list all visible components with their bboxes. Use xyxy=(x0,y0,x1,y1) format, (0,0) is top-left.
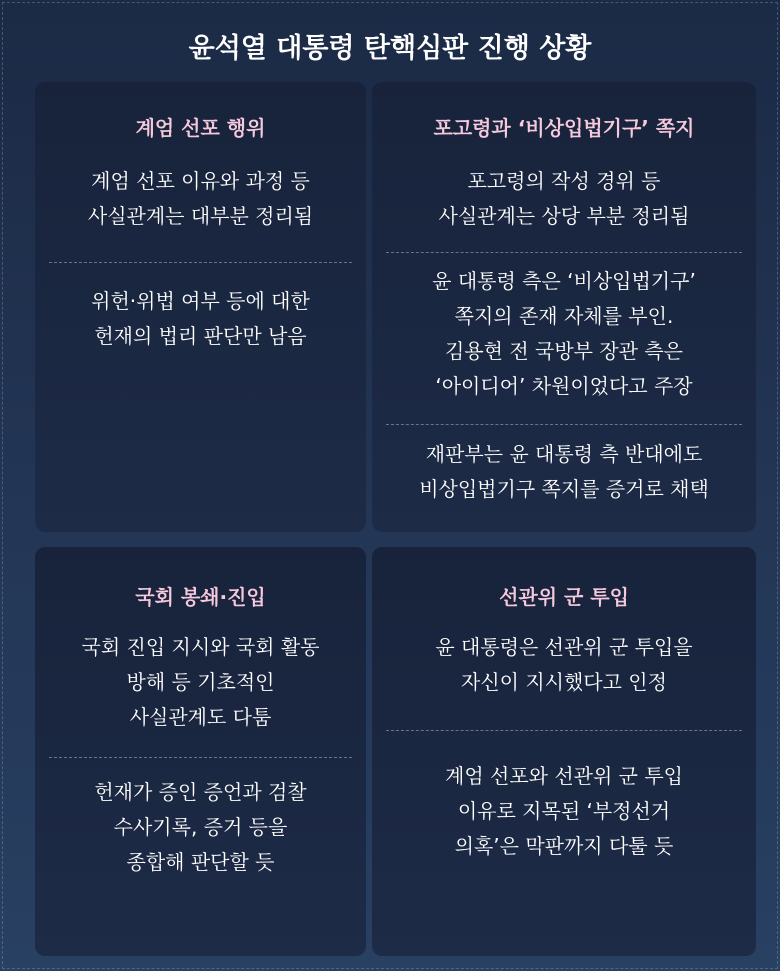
text-line: 사실관계는 대부분 정리됨 xyxy=(87,204,314,228)
text-line: 의혹’은 막판까지 다툴 듯 xyxy=(454,834,674,858)
text-line: 사실관계도 다툼 xyxy=(129,705,272,729)
card-text-block xyxy=(35,284,366,354)
text-line: 윤 대통령 측은 ‘비상입법기구’ xyxy=(432,269,696,293)
card-text-block xyxy=(372,164,756,234)
card-text-block xyxy=(372,630,756,700)
text-line: 헌재의 법리 판단만 남음 xyxy=(94,324,307,348)
text-line: 종합해 판단할 듯 xyxy=(126,850,275,874)
text-line: ‘아이디어’ 차원이었다고 주장 xyxy=(435,374,693,398)
card-heading: 선관위 군 투입 xyxy=(499,585,629,609)
card-text-block xyxy=(35,164,366,234)
divider xyxy=(386,252,742,253)
text-line: 계엄 선포 이유와 과정 등 xyxy=(91,169,310,193)
text-line: 쪽지의 존재 자체를 부인. xyxy=(454,304,674,328)
text-line: 국회 진입 지시와 국회 활동 xyxy=(81,635,320,659)
card-text-block xyxy=(372,264,756,404)
card-decree-and-memo xyxy=(372,82,756,532)
divider xyxy=(49,262,352,263)
card-election-commission xyxy=(372,547,756,956)
card-text-block xyxy=(372,759,756,864)
card-text-block xyxy=(35,775,366,880)
text-line: 헌재가 증인 증언과 검찰 xyxy=(94,780,307,804)
text-line: 위헌·위법 여부 등에 대한 xyxy=(91,289,310,313)
text-line: 윤 대통령은 선관위 군 투입을 xyxy=(435,635,693,659)
text-line: 방해 등 기초적인 xyxy=(126,670,275,694)
card-heading: 포고령과 ‘비상입법기구’ 쪽지 xyxy=(433,116,695,140)
text-line: 이유로 지목된 ‘부정선거 xyxy=(457,799,671,823)
card-heading: 국회 봉쇄·진입 xyxy=(135,585,266,609)
text-line: 자신이 지시했다고 인정 xyxy=(461,670,667,694)
text-line: 계엄 선포와 선관위 군 투입 xyxy=(445,764,683,788)
text-line: 김용현 전 국방부 장관 측은 xyxy=(445,339,683,363)
card-text-block xyxy=(372,437,756,507)
text-line: 비상입법기구 쪽지를 증거로 채택 xyxy=(419,477,709,501)
text-line: 재판부는 윤 대통령 측 반대에도 xyxy=(425,442,703,466)
page-title: 윤석열 대통령 탄핵심판 진행 상황 xyxy=(188,33,592,64)
card-martial-law-declaration xyxy=(35,82,366,532)
card-heading: 계엄 선포 행위 xyxy=(135,116,266,140)
divider xyxy=(49,757,352,758)
divider xyxy=(386,730,742,731)
card-text-block xyxy=(35,630,366,735)
divider xyxy=(386,424,742,425)
text-line: 사실관계는 상당 부분 정리됨 xyxy=(438,204,690,228)
text-line: 포고령의 작성 경위 등 xyxy=(467,169,661,193)
text-line: 수사기록, 증거 등을 xyxy=(113,815,288,839)
card-national-assembly-blockade xyxy=(35,547,366,956)
